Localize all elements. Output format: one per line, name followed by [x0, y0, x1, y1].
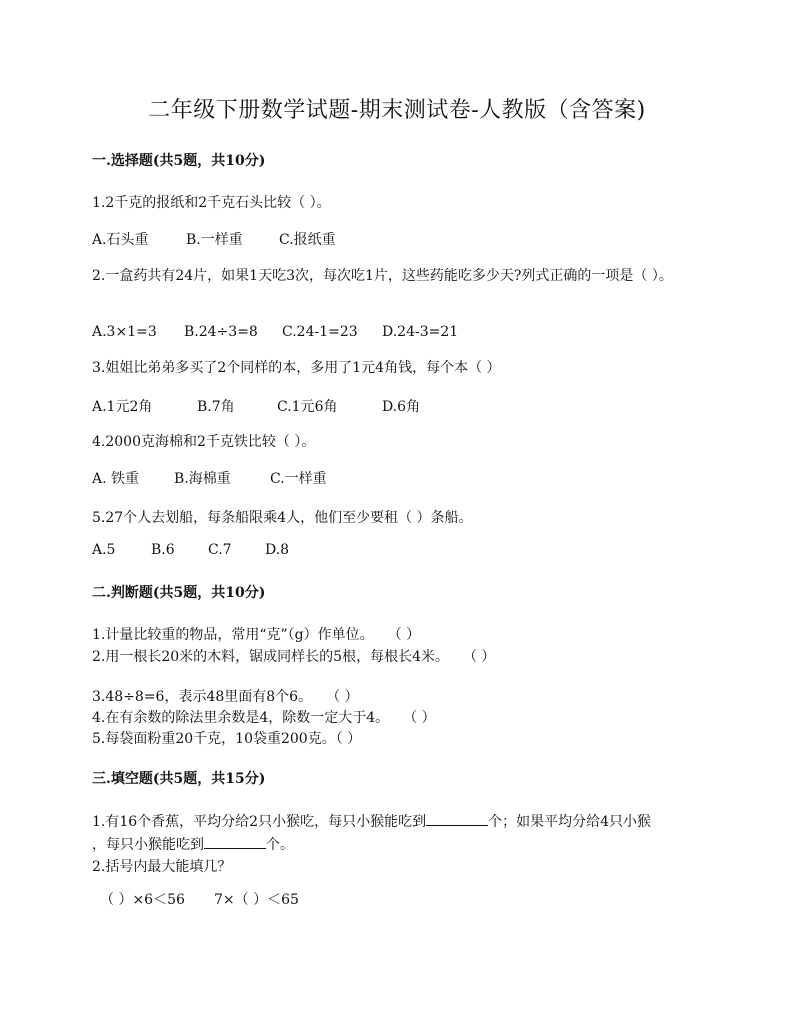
- page-title: 二年级下册数学试题-期末测试卷-人教版（含答案): [148, 98, 646, 123]
- option: D.8: [265, 542, 290, 558]
- option: B.海棉重: [174, 471, 231, 487]
- option-list: [92, 468, 327, 488]
- question-text: 1.有16个香蕉，平均分给2只小猴吃，每只小猴能吃到: [92, 814, 427, 830]
- expression: （ ）×6＜56: [100, 892, 185, 908]
- option: C.一样重: [270, 471, 327, 487]
- option: B.6: [151, 542, 175, 558]
- judge-item: 4.在有余数的除法里余数是4，除数一定大于4。 （ ）: [92, 710, 436, 726]
- option-list: [92, 324, 458, 340]
- judge-item: 5.每袋面粉重20千克，10袋重200克。（ ）: [92, 731, 362, 747]
- option: D.24-3=21: [382, 324, 459, 340]
- answer-blank[interactable]: [204, 834, 266, 849]
- question-text: 个；如果平均分给4只小猴: [488, 814, 651, 830]
- option: A.3×1=3: [92, 324, 157, 340]
- option: C.1元6角: [277, 399, 338, 415]
- question-text: 5.27个人去划船，每条船限乘4人，他们至少要租（ ）条船。: [92, 510, 473, 526]
- judge-item: 3.48÷8=6，表示48里面有8个6。 （ ）: [92, 689, 359, 705]
- question-text: 2.一盒药共有24片，如果1天吃3次，每次吃1片，这些药能吃多少天?列式正确的一项是（ ）。: [92, 268, 673, 284]
- section-heading-judge: 二.判断题(共5题，共10分): [92, 585, 266, 601]
- question-text: 3.姐姐比弟弟多买了2个同样的本，多用了1元4角钱，每个本（ ）: [92, 360, 501, 376]
- option: B.一样重: [186, 232, 243, 248]
- option: C.24-1=23: [282, 324, 358, 340]
- expression: 7×（ ）＜65: [214, 892, 299, 908]
- option: A.1元2角: [92, 399, 153, 415]
- option: A.5: [92, 542, 116, 558]
- question-text: 1.2千克的报纸和2千克石头比较（ ）。: [92, 195, 331, 211]
- option: A.石头重: [92, 232, 149, 248]
- fill-question-1-line-2: [92, 834, 294, 854]
- option-list: [92, 396, 420, 416]
- option: B.24÷3=8: [184, 324, 258, 340]
- option: C.7: [208, 542, 232, 558]
- option: D.6角: [382, 399, 421, 415]
- option-list: [92, 229, 336, 249]
- question-text: 2.括号内最大能填几？: [92, 859, 232, 875]
- section-heading-choice: 一.选择题(共5题，共10分): [92, 153, 266, 169]
- judge-item: 1.计量比较重的物品，常用“克”（g）作单位。 （ ）: [92, 627, 421, 643]
- judge-item: 2.用一根长20米的木料，锯成同样长的5根，每根长4米。 （ ）: [92, 649, 496, 665]
- fill-question-1-line-1: [92, 811, 651, 831]
- option: A. 铁重: [92, 471, 140, 487]
- section-heading-fill: 三.填空题(共5题，共15分): [92, 771, 266, 787]
- option: B.7角: [197, 399, 235, 415]
- question-text: 个。: [266, 837, 294, 853]
- option: C.报纸重: [279, 232, 336, 248]
- fill-question-2-exprs: [100, 889, 299, 909]
- question-text: ，每只小猴能吃到: [92, 837, 204, 853]
- question-text: 4.2000克海棉和2千克铁比较（ ）。: [92, 434, 316, 450]
- answer-blank[interactable]: [426, 811, 488, 826]
- option-list: [92, 542, 289, 558]
